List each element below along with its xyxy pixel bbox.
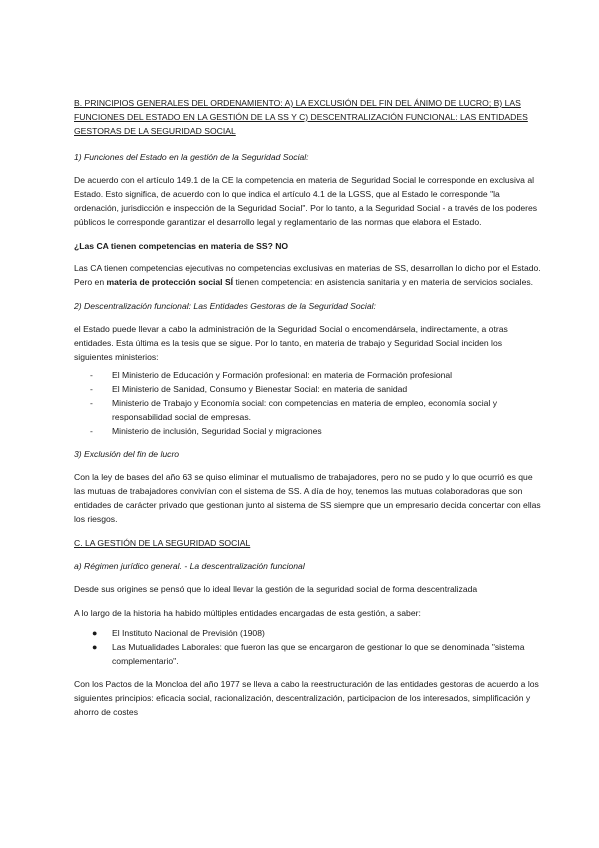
ca-paragraph-part-1: Las CA tienen competencias ejecutivas no competencias exclusivas en materias de SS, desarrollan lo dicho por el Estado. Pero en	[74, 263, 541, 287]
entities-list	[74, 626, 541, 668]
section-3-title: 3) Exclusión del fin de lucro	[74, 449, 180, 459]
list-item-text: Ministerio de inclusión, Seguridad Social y migraciones	[112, 426, 322, 436]
list-item-text: El Ministerio de Sanidad, Consumo y Bienestar Social: en materia de sanidad	[112, 384, 408, 394]
list-item	[74, 382, 541, 396]
dash-marker: -	[90, 426, 93, 436]
list-item	[74, 396, 541, 424]
section-1-paragraph: De acuerdo con el artículo 149.1 de la CE la competencia en materia de Seguridad Social le corresponde en exclusiva al Estado. Esto significa, de acuerdo con lo que indica el artículo 4.1 de la LGSS, que al Estado le corresponde "la ordenación, jurisdicción e inspección de la Seguridad Social". Por lo tanto, a la Seguridad Social - a través de los poderes públicos le corresponde garantizar el desarrollo legal y reglamentario de las normas que elabora el Estado.	[74, 175, 538, 227]
list-item	[74, 626, 541, 640]
dash-marker: -	[90, 398, 93, 408]
bullet-marker: ●	[92, 628, 98, 638]
section-3-paragraph: Con la ley de bases del año 63 se quiso eliminar el mutualismo de trabajadores, pero no se pudo y lo que ocurrió es que las mutuas de trabajadores convivían con el sistema de SS. A día de hoy, tenemos las mutuas colaboradoras que son entidades de carácter privado que gestionan junto al sistema de SS siempre que un empresario decida concertar con ellas los riesgos.	[74, 472, 541, 524]
list-item-text: Las Mutualidades Laborales: que fueron las que se encargaron de gestionar lo que se denominada "sistema complementario".	[112, 642, 525, 666]
ca-paragraph-bold: materia de protección social SÍ	[106, 277, 234, 287]
section-b-heading: B. PRINCIPIOS GENERALES DEL ORDENAMIENTO: A) LA EXCLUSIÓN DEL FIN DEL ÁNIMO DE LUCRO; B) LAS FUNCIONES DEL ESTADO EN LA GESTIÓN DE LA SS Y C) DESCENTRALIZACIÓN FUNCIONAL: LAS ENTIDADES GESTORAS DE LA SEGURIDAD SOCIAL	[74, 98, 528, 136]
history-paragraph: A lo largo de la historia ha habido múltiples entidades encargadas de esta gestión, a saber:	[74, 608, 421, 618]
list-item-text: El Ministerio de Educación y Formación profesional: en materia de Formación profesional	[112, 370, 453, 380]
moncloa-paragraph: Con los Pactos de la Moncloa del año 1977 se lleva a cabo la reestructuración de las entidades gestoras de acuerdo a los siguientes principios: eficacia social, racionalización, descentralización, participacion de los interesados, simplificación y ahorro de costes	[74, 679, 539, 717]
ministries-list	[74, 368, 541, 438]
ca-question-text: ¿Las CA tienen competencias en materia de SS? NO	[74, 241, 289, 251]
ca-paragraph-part-2: tienen competencia: en asistencia sanitaria y en materia de servicios sociales.	[233, 277, 534, 287]
dash-marker: -	[90, 370, 93, 380]
dash-marker: -	[90, 384, 93, 394]
list-item-text: Ministerio de Trabajo y Economía social: con competencias en materia de empleo, economía social y responsabilidad social de empresas.	[112, 398, 498, 422]
list-item	[74, 424, 541, 438]
decentralization-paragraph: Desde sus origines se pensó que lo ideal llevar la gestión de la seguridad social de forma descentralizada	[74, 584, 478, 594]
section-c-heading: C. LA GESTIÓN DE LA SEGURIDAD SOCIAL	[74, 538, 251, 548]
list-item	[74, 640, 541, 668]
subsection-a-title: a) Régimen jurídico general. - La descentralización funcional	[74, 561, 305, 571]
list-item	[74, 368, 541, 382]
ca-paragraph	[74, 261, 541, 289]
section-2-title: 2) Descentralización funcional: Las Entidades Gestoras de la Seguridad Social:	[74, 301, 376, 311]
section-2-paragraph: el Estado puede llevar a cabo la administración de la Seguridad Social o encomendársela, indirectamente, a otras entidades. Esta última es la tesis que se sigue. Por lo tanto, en materia de trabajo y Seguridad Social inciden los siguientes ministerios:	[74, 324, 508, 362]
section-1-title: 1) Funciones del Estado en la gestión de la Seguridad Social:	[74, 152, 309, 162]
bullet-marker: ●	[92, 642, 98, 652]
ca-question	[74, 239, 541, 253]
list-item-text: El Instituto Nacional de Previsión (1908)	[112, 628, 265, 638]
